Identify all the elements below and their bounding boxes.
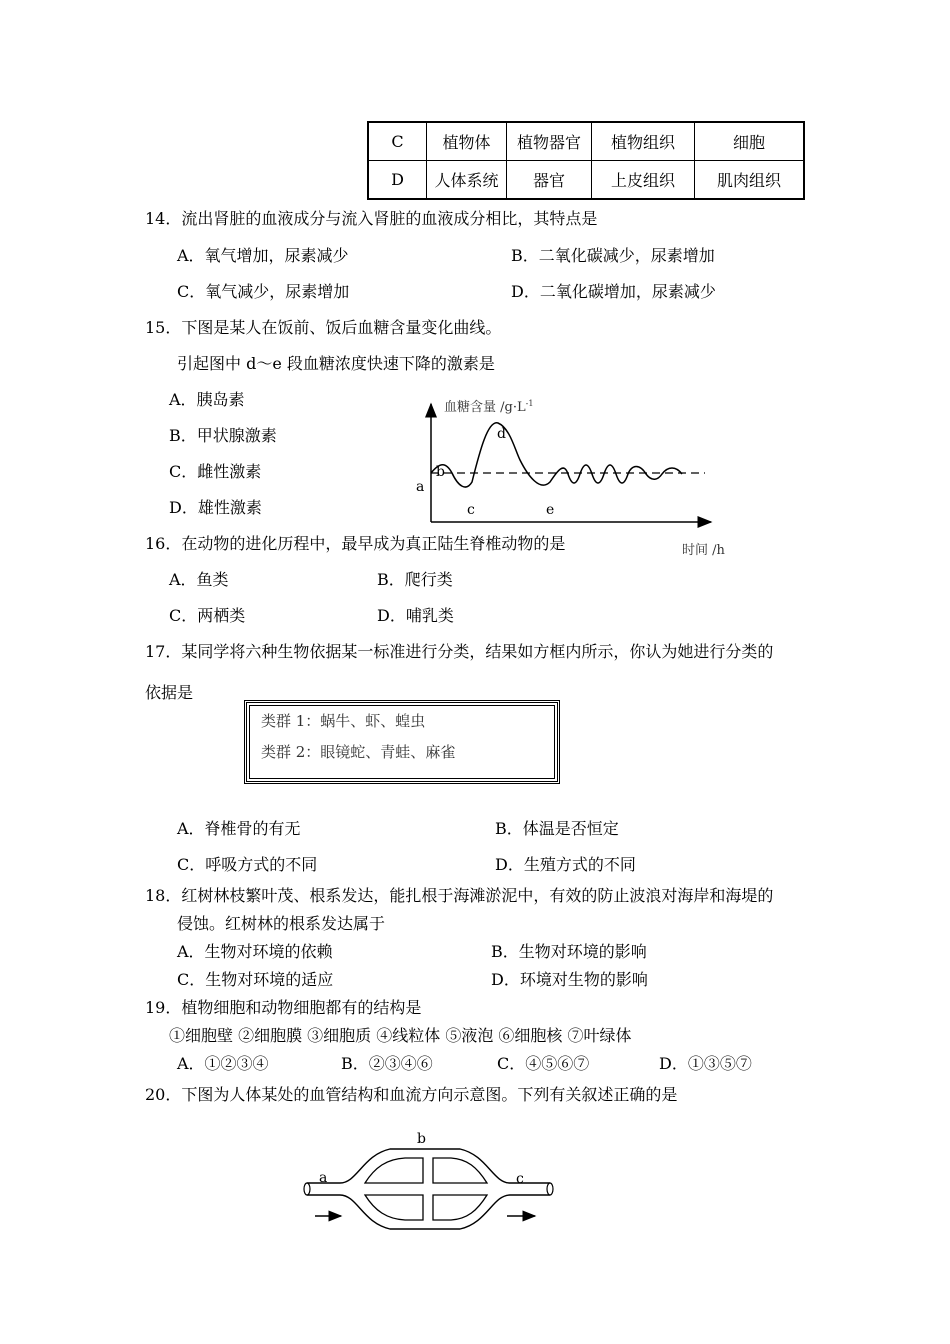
q18-option-d[interactable]: D．环境对生物的影响: [491, 970, 648, 989]
table-cell: 细胞: [695, 122, 805, 161]
question-15-stem-2: 引起图中 d～e 段血糖浓度快速下降的激素是: [177, 354, 495, 373]
table-cell: C: [368, 122, 427, 161]
question-20-stem: 20．下图为人体某处的血管结构和血流方向示意图。下列有关叙述正确的是: [145, 1085, 678, 1104]
question-18-stem: 18．红树林枝繁叶茂、根系发达，能扎根于海滩淤泥中，有效的防止波浪对海岸和海堤的: [145, 886, 774, 905]
q17-option-d[interactable]: D．生殖方式的不同: [495, 855, 636, 874]
q17-option-a[interactable]: A．脊椎骨的有无: [177, 819, 301, 838]
point-label-c: c: [467, 502, 475, 518]
x-axis-label: 时间 /h: [682, 543, 725, 558]
point-label-d: d: [497, 426, 506, 442]
q16-option-a[interactable]: A．鱼类: [169, 570, 229, 589]
blood-sugar-curve: [431, 423, 682, 487]
question-19-items: ①细胞壁 ②细胞膜 ③细胞质 ④线粒体 ⑤液泡 ⑥细胞核 ⑦叶绿体: [169, 1026, 632, 1045]
q14-option-c[interactable]: C．氧气减少，尿素增加: [177, 282, 350, 301]
table-cell: 上皮组织: [592, 161, 695, 200]
point-label-b: b: [436, 464, 445, 480]
q14-option-a[interactable]: A．氧气增加，尿素减少: [177, 246, 349, 265]
table-cell: 植物体: [427, 122, 507, 161]
table-cell: 人体系统: [427, 161, 507, 200]
point-label-e: e: [546, 502, 555, 518]
question-15-stem: 15．下图是某人在饭前、饭后血糖含量变化曲线。: [145, 318, 502, 337]
point-label-a: a: [416, 479, 425, 495]
q17-option-b[interactable]: B．体温是否恒定: [495, 819, 619, 838]
q16-option-d[interactable]: D．哺乳类: [377, 606, 454, 625]
vessel-label-a: a: [319, 1170, 328, 1186]
q15-option-b[interactable]: B．甲状腺激素: [169, 426, 277, 445]
q14-option-b[interactable]: B．二氧化碳减少，尿素增加: [511, 246, 715, 265]
table-row: [368, 122, 804, 161]
classification-table: [367, 121, 805, 200]
q19-option-a[interactable]: A．①②③④: [177, 1054, 269, 1073]
q19-option-b[interactable]: B．②③④⑥: [341, 1054, 433, 1073]
blood-vessel-diagram: [295, 1125, 565, 1235]
question-16-stem: 16．在动物的进化历程中，最早成为真正陆生脊椎动物的是: [145, 534, 566, 553]
q15-option-c[interactable]: C．雌性激素: [169, 462, 262, 481]
q18-option-b[interactable]: B．生物对环境的影响: [491, 942, 647, 961]
vessel-label-b: b: [417, 1131, 426, 1147]
q16-option-c[interactable]: C．两栖类: [169, 606, 246, 625]
table-cell: 植物组织: [592, 122, 695, 161]
table-cell: D: [368, 161, 427, 200]
question-18-stem-2: 侵蚀。红树林的根系发达属于: [177, 914, 386, 933]
question-19-stem: 19．植物细胞和动物细胞都有的结构是: [145, 998, 422, 1017]
q18-option-c[interactable]: C．生物对环境的适应: [177, 970, 334, 989]
q17-option-c[interactable]: C．呼吸方式的不同: [177, 855, 318, 874]
table-row: [368, 161, 804, 200]
table-cell: 器官: [507, 161, 592, 200]
q19-option-d[interactable]: D．①③⑤⑦: [659, 1054, 752, 1073]
q14-option-d[interactable]: D．二氧化碳增加，尿素减少: [511, 282, 716, 301]
question-14-stem: 14．流出肾脏的血液成分与流入肾脏的血液成分相比，其特点是: [145, 209, 598, 228]
q16-option-b[interactable]: B．爬行类: [377, 570, 453, 589]
group-1-text: 类群 1：蜗牛、虾、蝗虫: [261, 712, 426, 730]
table-cell: 植物器官: [507, 122, 592, 161]
q19-option-c[interactable]: C．④⑤⑥⑦: [497, 1054, 590, 1073]
classification-box: [244, 700, 560, 784]
group-2-text: 类群 2：眼镜蛇、青蛙、麻雀: [261, 743, 456, 761]
table-cell: 肌肉组织: [695, 161, 805, 200]
vessel-label-c: c: [516, 1171, 524, 1187]
question-17-stem-2: 依据是: [145, 683, 194, 702]
q15-option-a[interactable]: A．胰岛素: [169, 390, 245, 409]
q15-option-d[interactable]: D．雄性激素: [169, 498, 262, 517]
y-axis-label: 血糖含量 $/g\cdot L^{-1}$: [444, 399, 534, 415]
q18-option-a[interactable]: A．生物对环境的依赖: [177, 942, 333, 961]
question-17-stem: 17．某同学将六种生物依据某一标准进行分类，结果如方框内所示，你认为她进行分类的: [145, 642, 774, 661]
